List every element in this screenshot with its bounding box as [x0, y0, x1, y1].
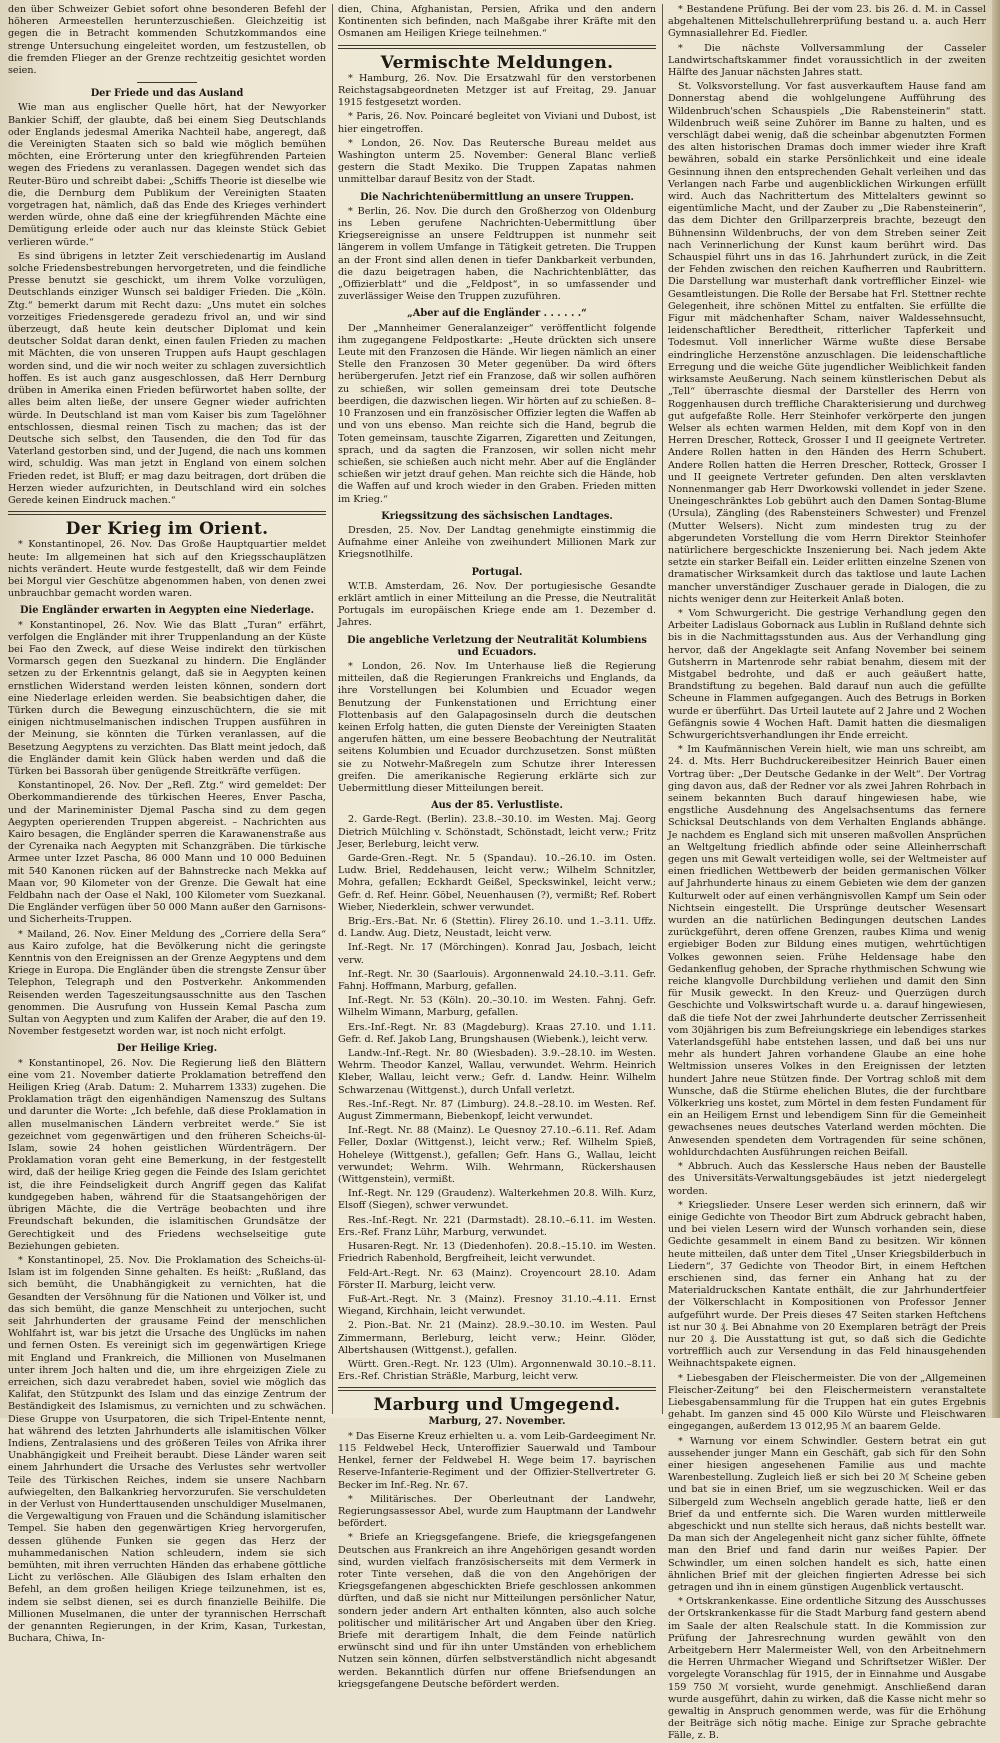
- list-item: Inf.-Regt. Nr. 88 (Mainz). Le Quesnoy 27.10.–6.11. Ref. Adam Feller, Doxlar (Wittgenst.), leicht verw.; Ref. Wilhelm Spieß, Hoheleye (Wittgenst.), gefallen; Gefr. Hans G., Wallau, leicht verwundet; Wehrm. Wilh. Wehrmann, Rückershausen (Wittgenstein), vermißt.: [338, 1125, 656, 1186]
- article-heiliger-krieg-2: * Konstantinopel, 25. Nov. Die Proklamation des Scheichs-ül-Islam ist im folgenden Sinne gehalten. Es heißt: „Rußland, das sich bemüht, die Unabhängigkeit zu vernichten, hat die Gesandten der Versöhnung für die Nationen und Völker ist, und das sich bemüht, die ganze Menschheit zu unterjochen, sucht seit Jahrhunderten der grausame Feind der menschlichen Wohlfahrt ist, war bis jetzt die Ursache des Unglücks im nahen und fernen Osten. Es vereinigt sich im gegenwärtigen Kriege mit England und Frankreich, die Millionen von Muselmanen unter ihrem Joch halten und die, um ihre ehrgeizigen Ziele zu erreichen, sich dazu verabredet haben, soviel wie möglich das Kalifat, den Stützpunkt des Islam und das einzige Zentrum der Beständigkeit des Islamismus, zu vernichten und zu schwächen. Diese Gruppe von Usurpatoren, die sich Tripel-Entente nennt, hat während des letzten Jahrhunderts alle islamitischen Völker Indiens, Zentralasiens und des größeren Teiles von Afrika ihrer Unabhängigkeit und Freiheit beraubt. Diese Länder waren seit einem Jahrhundert die Ursache des Verlustes sehr wertvoller Teile des Türkischen Reiches, indem sie unsere Nachbarn aufwiegelten, den Balkankrieg hervorzurufen. Sie verschuldeten in der Verlust von Hunderttausenden unschuldiger Muselmanen, die Vergewaltigung von Frauen und die Schändung islamitischer Tempel. Sie haben den gegenwärtigen Krieg hervorgerufen, dessen glühende Funken sie gegen das Herz der muhammedanischen Nation schleudern, indem sie sich bemühten, mit ihren verruchten Händen das erhabene göttliche Licht zu verlöschen. Alle Gläubigen des Islam erhalten den Befehl, an dem großen heiligen Kriege teilzunehmen, ist es, indem sie selbst dienen, sei es durch finanzielle Beihilfe. Die Millionen Muselmanen, die unter der tyrannischen Herrschaft der genannten Regierungen, in der Krim, Kasan, Turkestan, Buchara, Chiwa, In-: [8, 1254, 326, 1645]
- article-swiss-border-continuation: den über Schweizer Gebiet sofort ohne besonderen Befehl der höheren Armeestellen herunterzuschießen. Gleichzeitig ist gegen die in Betracht kommenden Schutzkommandos eine strenge Untersuchung eingeleitet worden, um festzustellen, ob die fremden Flieger an der Grenze rechtzeitig gesichtet worden seien.: [8, 4, 326, 77]
- list-item: Garde-Gren.-Regt. Nr. 5 (Spandau). 10.–26.10. im Osten. Ludw. Briel, Reddehausen, leicht verw.; Wilhelm Schnitzler, Mohra, gefallen; Eckhardt Geißel, Speckswinkel, leicht verw.; Gefr. d. Ref. Heinr. Göbel, Neuenhausen (?), vermißt; Ref. Robert Wieber, Niederklein, schwer verwundet.: [338, 853, 656, 913]
- article-abbruch: * Abbruch. Auch das Kesslersche Haus neben der Baustelle des Universitäts-Verwaltungsgebäudes ist jetzt niedergelegt worden.: [668, 1161, 986, 1197]
- article-kaufmaennischer-verein: * Im Kaufmännischen Verein hielt, wie man uns schreibt, am 24. d. Mts. Herr Buchdruckereibesitzer Heinrich Bauer einen Vortrag über: „Der Deutsche Gedanke in der Welt“. Der Vortrag ging davon aus, daß der Redner vor als zwei Jahren Rohrbach in seinem bekannten Buch darauf hingewiesen habe, wie engstliche Ausdehnung des Angelsachsentums das fernere Schicksal Deutschlands von dem Verhalten Englands abhänge. Je nachdem es England sich mit unseren maßvollen Ansprüchen an Weltgeltung friedlich abfinde oder seine Alleinherrschaft gegen uns mit Gewalt verteidigen wolle, sei der Weltmeister auf einen friedlichen Wettbewerb der beiden germanischen Völker auf Jahrhunderte hinaus zu einem Gebieten wie dem der ganzen Kulturwelt oder auf einen verhängnisvollen Kampf um Sein oder Nichtsein eingestellt. Die Ursprünge deutscher Wesensart wurden an die natürlichen Bedingungen deutschen Landes zurückgeführt, deren offene Grenzen, raubes Klima und wenig ergiebiger Boden zur Bildung eines mutigen, wehrtüchtigen Volkes gewonnen seien. Frühe Heldensage habe den Gedankenflug gehoben, der Sprache rhythmischen Schwung wie reiche klangvolle Durchbildung verliehen und damit den Sinn für Musik geweckt. In den Kreuz- und Querzügen durch Geschichte und Volkswirtschaft wurde u. a. darauf hingewiesen, daß die tiefe Not der zwei Jahrhunderte deutscher Zerrissenheit vom 30jährigen bis zum Befreiungskriege ein lebendiges starkes Vaterlandsgefühl habe entstehen lassen, und daß bei uns nur mehr als hundert Jahren vorhandene Glaube an eine hohe Weltmission unseres Volkes in den Ereignissen der letzten hundert Jahre neue Stützen finde. Der Vortrag schloß mit dem Wunsche, daß die Stürme ehelichen Blutes, die der furchtbare Völkerkrieg uns kostet, zum Mörtel in dem festen Fundament für ein an Heiligem Ernst und lebendigem Sinn für die Gemeinheit gewachsenes neues deutsches Vaterland werden möchten. Die Anwesenden spendeten dem Vortragenden für seine schönen, wohldurchdachten Ausführungen reichen Beifall.: [668, 744, 986, 1158]
- article-briefe-kriegsgefangene: * Briefe an Kriegsgefangene. Briefe, die kriegsgefangenen Deutschen aus Frankreich an ihre Angehörigen gesandt worden sind, wurden vielfach französischerseits mit dem Vermerk in roter Tinte versehen, daß die von den Angehörigen der Kriegsgefangenen abgeschickten Briefe geschlossen ankommen dürften, und daß sie nicht nur Mitteilungen persönlicher Natur, sondern jeder andern Art enthalten könnten, also auch solche politischer und militärischer Art und Angaben über den Krieg. Briefe mit derartigem Inhalt, die dem Feinde natürlich erwünscht sind und für ihn unter Umständen von erheblichem Nutzen sein können, dürfen selbstverständlich nicht abgesandt werden. Bekanntlich dürfen nur offene Briefsendungen an kriegsgefangene Deutsche befördert werden.: [338, 1532, 656, 1690]
- list-item: Fuß-Art.-Regt. Nr. 3 (Mainz). Fresnoy 31.10.–4.11. Ernst Wiegand, Kirchhain, leicht verwundet.: [338, 1293, 656, 1318]
- article-heiliger-krieg-1: * Konstantinopel, 26. Nov. Die Regierung ließ den Blättern eine vom 21. November datierte Proklamation betreffend den Heiligen Krieg (Arab. Datum: 2. Muharrem 1333) zugehen. Die Proklamation trägt den eigenhändigen Namenszug des Sultans und darunter die Worte: „Ich befehle, daß diese Proklamation in allen muselmanischen Ländern verbreitet werde.“ Sie ist gezeichnet vom gegenwärtigen und den früheren Scheichs-ül-Islam, sowie 24 hohen geistlichen Würdenträgern. Der Proklamation voran geht eine Bemerkung, in der festgestellt wird, daß der heilige Krieg gegen die Feinde des Islam gerichtet ist, die ihre Feindseligkeit durch Angriff gegen das Kalifat kundgegeben haben, während für die Staatsangehörigen der übrigen Mächte, die die Verträge beobachten und ihre Freundschaft bekunden, die islamitischen Grundsätze der Gerechtigkeit und des Friedens wechselseitige gute Beziehungen gebieten.: [8, 1057, 326, 1252]
- article-feldpostkarte: Der „Mannheimer Generalanzeiger“ veröffentlicht folgende ihm zugegangene Feldpostkarte: „Heute drückten sich unsere Leute mit den Franzosen die Hände. Wir liegen nämlich an einer Stelle den Franzosen 30 Meter gegenüber. Da wird öfters herübergerufen. Jetzt rief ein Franzose, daß wir sollen aufhören zu schießen, wir sollen gemeinsam drei tote Deutsche beerdigen, die dazwischen liegen. Wir hörten auf zu schießen. 8–10 Franzosen und ein französischer Offizier legten die Waffen ab und von uns ebenso. Man reichte sich die Hand, begrub die Toten gemeinsam, tauschte Zigarren, Zigaretten und Zeitungen, sprach, und da sagten die Franzosen, wir sollen nicht mehr schießen, sie schießen auch nicht mehr. Aber auf die Engländer schießen wir jetzt drauf gehen. Man reichte sich die Hände, hob die Waffen auf und kroch wieder in den Graben. Frieden mitten im Krieg.“: [338, 322, 656, 505]
- article-orient-hauptquartier: * Konstantinopel, 26. Nov. Das Große Hauptquartier meldet heute: Im allgemeinen hat sich auf den Kriegsschauplätzen nichts verändert. Heute wurde festgestellt, daß wir dem Feinde bei Morgul vier Geschütze abgenommen haben, von denen zwei unbrauchbar gemacht worden waren.: [8, 539, 326, 600]
- heading-aegypten: Die Engländer erwarten in Aegypten eine Niederlage.: [20, 605, 314, 617]
- section-rule: [338, 1387, 656, 1391]
- dateline: Marburg, 27. November.: [428, 1415, 566, 1427]
- article-hamburg: * Hamburg, 26. Nov. Die Ersatzwahl für den verstorbenen Reichstagsabgeordneten Metzger ist auf Freitag, 29. Januar 1915 festgesetzt worden.: [338, 72, 656, 109]
- article-bestandene-pruefung: * Bestandene Prüfung. Bei der vom 23. bis 26. d. M. in Cassel abgehaltenen Mittelschullehrerprüfung bestand u. a. auch Herr Gymnasiallehrer Ed. Fiedler.: [668, 4, 986, 40]
- article-neutralitaet: * London, 26. Nov. Im Unterhause ließ die Regierung mitteilen, daß die Regierungen Frankreichs und Englands, da ihre Vorstellungen bei Kolumbien und Ecuador wegen Benutzung der Funkenstationen und Errichtung einer Flottenbasis auf den Galapagosinseln durch die deutschen keinen Erfolg hatten, die guten Dienste der Vereinigten Staaten angerufen hätten, um eine bessere Beobachtung der Neutralität seitens Kolumbien und Ecuador durchzusetzen. Sonst müßten sie zu Notwehr-Maßregeln zum Schutze ihrer Interessen greifen. Die amerikanische Regierung erklärte sich zur Uebermittlung dieser Mitteilungen bereit.: [338, 660, 656, 794]
- heading-nachrichtenuebermittlung: Die Nachrichtenübermittlung an unsere Truppen.: [360, 191, 634, 203]
- column-rule-1: [332, 4, 333, 1414]
- article-aegypten-3: * Mailand, 26. Nov. Einer Meldung des „Corriere della Sera“ aus Kairo zufolge, hat die Bevölkerung nicht die geringste Kenntnis von den Ereignissen an der Grenze Aegyptens und dem Kriege in Europa. Die Engländer üben die strengste Zensur über Telephon, Telegraph und den Postverkehr. Ankommenden Reisenden werden Tageszeitungsausschnitte aus den Taschen genommen. Die Ausrufung von Hussein Kemal Pascha zum Sultan von Aegypten und zum Kalifen der Araber, die auf den 19. November festgesetzt worden war, ist noch nicht erfolgt.: [8, 928, 326, 1038]
- article-aegypten-2: Konstantinopel, 26. Nov. Der „Refl. Ztg.“ wird gemeldet: Der Oberkommandierende des türkischen Heeres, Enver Pascha, und der Marineminister Djemal Pascha sind zu dem gegen Aegypten operierenden Truppen abgereist. – Nachrichten aus Kairo besagen, die Engländer sperren die Karawanenstraße aus der Cyrenaika nach Aegypten mit Schanzgräben. Die türkische Armee unter Izzet Pascha, 86 000 Mann und 10 000 Beduinen mit 540 Kanonen rücken auf der Bahnstrecke nach Mekka auf Maan vor, 90 Kilometer von der Grenze. Die Gewalt hat eine Feldbahn nach der Oase el Nakl, 100 Kilometer vom Suezkanal. Die Engländer verfügen über 50 000 Mann außer den Garnisons- und Sicherheits-Truppen.: [8, 780, 326, 926]
- heading-neutralitaet: Die angebliche Verletzung der Neutralität Kolumbiens und Ecuadors.: [347, 634, 647, 658]
- article-portugal: W.T.B. Amsterdam, 26. Nov. Der portugiesische Gesandte erklärt amtlich in einer Mitteilung an die Presse, die Neutralität Portugals im europäischen Kriege ende am 1. Dezember d. Jahres.: [338, 580, 656, 629]
- list-item: 2. Pion.-Bat. Nr. 21 (Mainz). 28.9.–30.10. im Westen. Paul Zimmermann, Berleburg, leicht verw.; Heinr. Glöder, Albertshausen (Wittgenst.), gefallen.: [338, 1320, 656, 1356]
- list-item: Inf.-Regt. Nr. 30 (Saarlouis). Argonnenwald 24.10.–3.11. Gefr. Fahnj. Hoffmann, Marburg, gefallen.: [338, 968, 656, 993]
- article-liebesgaben: * Liebesgaben der Fleischermeister. Die von der „Allgemeinen Fleischer-Zeitung“ bei den Fleischermeistern veranstaltete Liebesgabensammlung für die Truppen hat ein gutes Ergebnis gehabt. Im ganzen sind 45 000 Kilo Würste und Fleischwaren eingegangen, außerdem 13 012,95 ℳ an baarem Gelde.: [668, 1372, 986, 1433]
- column-left: [8, 4, 326, 1645]
- article-friede-paragraph-1: Wie man aus englischer Quelle hört, hat der Newyorker Bankier Schiff, der glaubte, daß bei einem Sieg Deutschlands oder Englands jedesmal Amerika Nachteil habe, angeregt, daß die Vereinigten Staaten sich so bald wie möglich bemühen möchten, eine Erörterung unter den kriegführenden Parteien wegen des Friedens zu veranlassen. Dagegen wendet sich das Reuter-Büro und schreibt dabei: „Schiffs Theorie ist dieselbe wie die, die Dernburg dem Publikum der Vereinigten Staaten vorgetragen hat, nämlich, daß das Ende des Krieges verhindert werden würde, ohne daß eine der kriegführenden Mächte eine Demütigung erleide oder auch nur das kleinste Stück Gebiet verlieren würde.“: [8, 102, 326, 248]
- article-aegypten-1: * Konstantinopel, 26. Nov. Wie das Blatt „Turan“ erfährt, verfolgen die Engländer mit ihrer Truppenlandung an der Küste bei Fao den Zweck, auf diese Weise indirekt den türkischen Vormarsch gegen den Suezkanal zu hindern. Die Engländer setzen zu der Erkenntnis gelangt, daß sie in Aegypten keinen ernstlichen Widerstand werden leisten können, sondern dort eine Niederlage erleiden werden. Sie beabsichtigen daher, die Türken durch die Bewegung einzuschüchtern, die sie mit einigen nichtmuselmanischen indischen Truppen ausführen in der Meinung, sie könnten die Türken veranlassen, auf die Besetzung Aegyptens zu verzichten. Das Blatt meint jedoch, daß die Engländer damit kein Glück haben werden und daß die Türken bei Bassorah über genügende Streitkräfte verfügen.: [8, 619, 326, 777]
- heading-verlustliste: Aus der 85. Verlustliste.: [431, 800, 563, 812]
- list-item: 2. Garde-Regt. (Berlin). 23.8.–30.10. im Westen. Maj. Georg Dietrich Mülchling v. Schönstadt, Schönstadt, leicht verw.; Fritz Jeser, Berleburg, leicht verw.: [338, 814, 656, 850]
- column-middle: [338, 4, 656, 1690]
- article-eisernes-kreuz: * Das Eiserne Kreuz erhielten u. a. vom Leib-Gardeegiment Nr. 115 Feldwebel Heck, Unteroffizier Sauerwald und Tambour Henkel, ferner der Feldwebel H. Wege beim 17. bayrischen Reserve-Infanterie-Regiment und der Offizier-Stellvertreter G. Becker im Inf.-Reg. Nr. 67.: [338, 1430, 656, 1491]
- heading-heiliger-krieg: Der Heilige Krieg.: [116, 1043, 218, 1055]
- heading-friede-ausland: Der Friede und das Ausland: [90, 88, 244, 100]
- list-item: Inf.-Regt. Nr. 17 (Mörchingen). Konrad Jau, Josbach, leicht verw.: [338, 942, 656, 966]
- article-militaerisches: * Militärisches. Der Oberleutnant der Landwehr, Regierungsassessor Abel, wurde zum Hauptmann der Landwehr befördert.: [338, 1493, 656, 1530]
- list-item: Feld-Art.-Regt. Nr. 63 (Mainz). Croyencourt 28.10. Adam Förster II. Marburg, leicht verw.: [338, 1267, 656, 1291]
- column-right: [668, 4, 986, 1742]
- list-item: Brig.-Ers.-Bat. Nr. 6 (Stettin). Flirey 26.10. und 1.–3.11. Uffz. d. Landw. Aug. Dietz, Neustadt, leicht verw.: [338, 916, 656, 940]
- article-dresden: Dresden, 25. Nov. Der Landtag genehmigte einstimmig die Aufnahme einer Anleihe von zweihundert Millionen Mark zur Kriegsnotlhilfe.: [338, 524, 656, 561]
- list-item: Husaren-Regt. Nr. 13 (Diedenhofen). 20.8.–15.10. im Westen. Friedrich Rabenhold, Bergfreiheit, leicht verwundet.: [338, 1241, 656, 1265]
- section-rule: [8, 511, 326, 515]
- heading-saechsischer-landtag: Kriegssitzung des sächsischen Landtages.: [381, 510, 613, 522]
- list-item: Inf.-Regt. Nr. 53 (Köln). 20.–30.10. im Westen. Fahnj. Gefr. Wilhelm Wimann, Marburg, gefallen.: [338, 995, 656, 1019]
- article-ortskrankenkasse: * Ortskrankenkasse. Eine ordentliche Sitzung des Ausschusses der Ortskrankenkasse für die Stadt Marburg fand gestern abend im Saale der alten Realschule statt. In die Kommission zur Prüfung der Jahresrechnung wurden gewählt von den Arbeitgebern Herr Malermeister Well, von den Arbeitnehmern die Herren Uhrmacher Wiegand und Schriftsetzer Wißler. Der vorgelegte Voranschlag für 1915, der in Einnahme und Ausgabe 159 750 ℳ vorsieht, wurde genehmigt. Anschließend daran wurde ausgeführt, dahin zu wirken, daß die Kasse nicht mehr so gewaltig in Anspruch genommen werde, was für die Erhöhung der Beiträge sich nötig mache. Einige zur Sprache gebrachte Fälle, z. B.: [668, 1596, 986, 1742]
- heading-krieg-im-orient: Der Krieg im Orient.: [65, 519, 269, 540]
- article-berlin-nachrichten: * Berlin, 26. Nov. Die durch den Großherzog von Oldenburg ins Leben gerufene Nachrichten-Uebermittlung über Kriegsereignisse an unsere Feldtruppen ist nunmehr seit längerem in vollem Umfange in Tätigkeit getreten. Die Truppen an der Front sind allen denen in tiefer Dankbarkeit verbunden, die dazu beigetragen haben, die Nachrichtenblätter, das „Offizierblatt“ und die „Feldpost“, in so umfassender und zuverlässiger Weise den Truppen zuzuführen.: [338, 205, 656, 303]
- list-item: Inf.-Regt. Nr. 129 (Graudenz). Walterkehmen 20.8. Wilh. Kurz, Elsoff (Siegen), schwer verwundet.: [338, 1188, 656, 1212]
- list-item: Ers.-Inf.-Regt. Nr. 83 (Magdeburg). Kraas 27.10. und 1.11. Gefr. d. Ref. Jakob Lang, Brungshausen (Wiebenk.), leicht verw.: [338, 1021, 656, 1045]
- article-volksvorstellung: St. Volksvorstellung. Vor fast ausverkauftem Hause fand am Donnerstag abend die wohlgelungene Aufführung des Wildenbruch'schen Schauspiels „Die Rabensteinerin“ statt. Wildenbruch weiß seine Zuhörer im Banne zu halten, und es verschlägt dabei wenig, daß die scheinbar abgenutzten Formen des alten historischen Dramas doch immer wieder ihre Kraft bewähren, sobald ein starke Persönlichkeit und eine ideale Gesinnung ihnen den entsprechenden Gehalt verleihen und das Verlangen nach Farbe und augenblicklichen Wirkungen erfüllt wird. Auch das Nachrittertum des Mittelalters gewinnt so eigentümliche Macht, und der Zauber zu „Die Rabensteinerin“, das dem Dichter den Grillparzerpreis brachte, bezeugt den Bühnensinn Wildenbruchs, der von dem Streben seiner Zeit nach Verinnerlichung der Kunst kaum berührt wird. Das Schauspiel führt uns in das 16. Jahrhundert zurück, in die Zeit der Fehden zwischen den reichen Kaufherren und Raubrittern. Die Darstellung war musterhaft dank vortrefflicher Einzel- wie Gesamtleistungen. Die Rolle der Bersabe hat Frl. Stettner rechte Gelegenheit, ihre schönen Mittel zu entfalten. Sie erfüllte die Figur mit mädchenhafter Scham, naiver Waldessehnsucht, leidenschaftlicher Beredtheit, ritterlicher Tapferkeit und Todesmut. Voll innerlicher Wärme wußte diese Bersabe eindringliche Herzenstöne anzuschlagen. Die leidenschaftliche Erregung und die weiche Güte jugendlicher Weiblichkeit fanden wirksamste Aeußerung. Nach seinem künstlerischen Debut als „Tell“ überraschte diesmal der Darsteller des Herrn von Roggenhausen durch treffliche Charakterisierung und durchweg gut aufgefaßte Rolle. Herr Steinhofer verkörperte den jungen Welser als echten warmen Helden, mit dem Kopf von in den Herren Drescher, Rotteck, Grosser I und II geeignete Vertreter. Andere Rollen hatten in den Händen des Herrn Schubert. Andere Rollen hatten die Herren Drescher, Rotteck, Grosser I und II geeignete Vertreter gefunden. Den alten versklavten Nonnenmanger gab Herr Dworkowski vollendet in jeder Szene. Uneingeschränktes Lob gebührt auch den Damen Sontag-Blume (Ursula), Zängling (des Rabensteiners Schwester) und Frenzel (Mutter Welsers). Nicht zum mindesten trug zu der abgerundeten Vorstellung die vom Herrn Direktor Steinhofer natürlichere bergeschickte Inszenierung bei. Nach jedem Akte setzte ein starker Beifall ein. Leider erlitten einzelne Szenen von dramatischer Wirksamkeit durch das taktlose und laute Lachen mancher unverständiger Zuschauer gerade in Dialogen, die zu nichts weniger denn zur Heiterkeit Anlaß boten.: [668, 81, 986, 605]
- article-friede-paragraph-2: Es sind übrigens in letzter Zeit verschiedenartig im Ausland solche Friedensbestrebungen hervorgetreten, und die feindliche Presse benutzt sie geschickt, um ihrem Volke vorzulügen, Deutschlands einziger Wunsch sei baldiger Frieden. Die „Köln. Ztg.“ bemerkt darum mit Recht dazu: „Uns mutet ein solches vorzeitiges Friedensgerede geradezu frivol an, und wir sind überzeugt, daß heute kein deutscher Diplomat und kein deutscher Soldat daran denkt, einen faulen Frieden zu machen mit Mächten, die von unseren Truppen aufs Haupt geschlagen worden sind, und die wir noch weiter zu schlagen zuversichtlich hoffen. Es ist auch ganz ausgeschlossen, daß Herr Dernburg drüben in Amerika einen Frieden befürwortet haben sollte, der alles beim alten ließe, der unsere Gegner wieder aufrichten würde. In Deutschland ist man vom Kaiser bis zum Tagelöhner entschlossen, diesmal reinen Tisch zu machen; das ist der Deutsche sich selbst, den Tausenden, die den Tod für das Vaterland gestorben sind, und der Jugend, die nach uns kommen wird, schuldig. Was man jetzt in England von einem solchen Frieden redet, ist Bluff; er mag dazu beitragen, dort drüben die Herzen wieder aufzurichten, in Deutschland wird ein solches Gerede keinen Eindruck machen.“: [8, 250, 326, 506]
- article-london-mexiko: * London, 26. Nov. Das Reutersche Bureau meldet aus Washington unterm 25. November: General Blanc verließ gestern die Stadt Mexiko. Die Truppen Zapatas nahmen unmittelbar darauf Besitz von der Stadt.: [338, 137, 656, 186]
- heading-marburg-und-umgegend: Marburg und Umgegend.: [373, 1395, 621, 1416]
- section-rule: [338, 45, 656, 49]
- article-heiliger-krieg-continuation: dien, China, Afghanistan, Persien, Afrika und den andern Kontinenten sich befinden, nach Maßgabe ihrer Kräfte mit den Osmanen am Heiligen Kriege teilnehmen.“: [338, 4, 656, 40]
- article-paris: * Paris, 26. Nov. Poincaré begleitet von Viviani und Dubost, ist hier eingetroffen.: [338, 111, 656, 135]
- heading-portugal: Portugal.: [471, 566, 523, 578]
- article-kriegslieder: * Kriegslieder. Unsere Leser werden sich erinnern, daß wir einige Gedichte von Theodor Birt zum Abdruck gebracht haben, und bei vielen Lesern wird der Wunsch vorhanden sein, diese Gedichte gesammelt in einem Band zu besitzen. Wir können heute mitteilen, daß unter dem Titel „Unser Kriegsbilderbuch in Liedern“, 37 Gedichte von Theodor Birt, in einem Heftchen erschienen sind, das ferner ein Anhang hat zu der Materialdruckschen Kantate enthält, die zur Jahrhundertfeier der Völkerschlacht in Kompositionen von Professor Jenner aufgeführt wurde. Der Preis dieses 47 Seiten starken Heftchens ist nur 30 ₰. Bei Abnahme von 20 Exemplaren beträgt der Preis nur 20 ₰. Die Ausstattung ist gut, so daß sich die Gedichte vortrefflich auch zur Versendung in das Feld hinausgehenden Weihnachtspakete eignen.: [668, 1199, 986, 1370]
- list-item: Württ. Gren.-Regt. Nr. 123 (Ulm). Argonnenwald 30.10.–8.11. Ers.-Ref. Christian Sträßle, Marburg, leicht verw.: [338, 1358, 656, 1383]
- page-edge-shadow: [992, 0, 1000, 1418]
- divider: [137, 82, 197, 83]
- heading-aber-auf-die-englaender: „Aber auf die Engländer . . . . . .“: [407, 308, 587, 320]
- column-rule-2: [662, 4, 663, 1414]
- article-landwirtschaftskammer: * Die nächste Vollversammlung der Casseler Landwirtschaftskammer findet voraussichtlich in der zweiten Hälfte des Januar nächsten Jahres statt.: [668, 42, 986, 79]
- article-schwindler: * Warnung vor einem Schwindler. Gestern betrat ein gut aussehender junger Mann ein Geschäft, gab sich für den Sohn einer hiesigen angesehenen Familie aus und machte Warenbestellung. Zugleich ließ er sich bei 20 ℳ Scheine geben und bat sie in einen Brief, um sie wegzuschicken. Weil er das Silbergeld zum Wechseln angeblich gerade hatte, ließ er den Brief da und entfernte sich. Die Waren wurden mittlerweile abgeschickt und nun stellte sich heraus, daß nichts bestellt war. Da man sich der Angelegenheit nicht ganz sicher fühlte, öffnete man den Brief und fand darin nur weißes Papier. Der Schwindler, um einen solchen handelt es sich, hatte einen ähnlichen Brief mit der gleichen fingierten Adresse bei sich getragen und ihn in einem günstigen Augenblick vertauscht.: [668, 1435, 986, 1593]
- heading-vermischte-meldungen: Vermischte Meldungen.: [380, 52, 614, 73]
- list-item: Landw.-Inf.-Regt. Nr. 80 (Wiesbaden). 3.9.–28.10. im Westen. Wehrm. Theodor Kanzel, Wallau, verwundet. Wehrm. Heinrich Kleber, Wallau, leicht verw.; Gefr. d. Landw. Heinr. Wilhelm Schwarzenau (Wittgenst.), durch Unfall verletzt.: [338, 1048, 656, 1096]
- list-item: Res.-Inf.-Regt. Nr. 87 (Limburg). 24.8.–28.10. im Westen. Ref. August Zimmermann, Biebenkopf, leicht verwundet.: [338, 1098, 656, 1123]
- article-schwurgericht: * Vom Schwurgericht. Die gestrige Verhandlung gegen den Arbeiter Ladislaus Gobornack aus Lublin in Rußland dehnte sich bis in die Nachmittagsstunden aus. Aus der Verhandlung ging hervor, daß der Angeklagte seit Anfang November bei seinem Gutsherrn in Martenrode sehr rabiat benahm, diesem mit der Mistgabel bedrohte, und daß er auch geäußert hatte, Brandstiftung zu begehen. Bald darauf nun auch die gefüllte Scheune in Flammen aufgegangen. Auch des Betrugs in Borken wurde er überführt. Das Urteil lautete auf 2 Jahre und 2 Wochen Gefängnis sowie 4 Wochen Haft. Damit hatten die diesmaligen Schwurgerichtsverhandlungen ihr Ende erreicht.: [668, 607, 986, 741]
- list-item: Res.-Inf.-Regt. Nr. 221 (Darmstadt). 28.10.–6.11. im Westen. Ers.-Ref. Franz Lühr, Marburg, verwundet.: [338, 1214, 656, 1238]
